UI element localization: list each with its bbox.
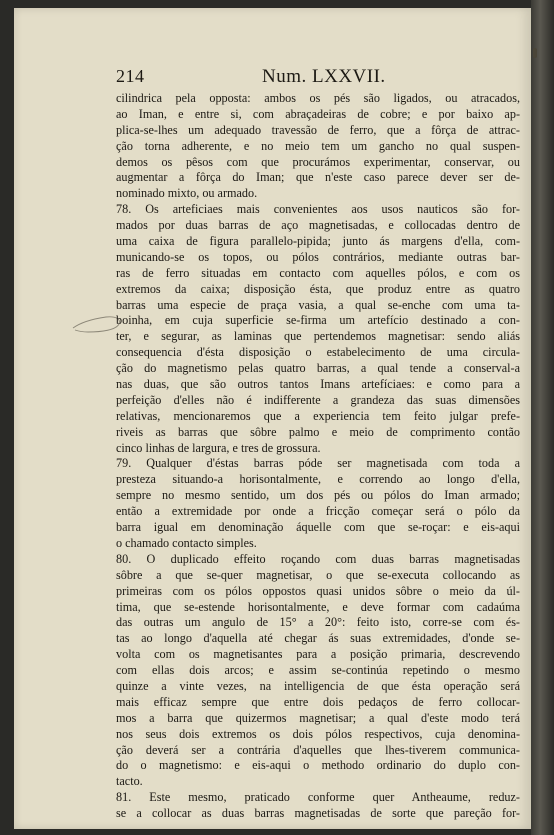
text-line: boinha, em cuja superficie se-firma um artefício destinado a con- bbox=[116, 313, 520, 328]
text-line: se a collocar as duas barras magnetisadas de sorte que pareção for- bbox=[116, 806, 520, 821]
text-line: nominado mixto, ou armado. bbox=[116, 186, 258, 201]
text-line: o chamado contacto simples. bbox=[116, 535, 257, 550]
paragraph-81-start: 81. Este mesmo, praticado conforme quer Antheaume, reduz- bbox=[116, 790, 520, 805]
text-line: sempre no mesmo sentido, um dos pés ou pólos do Iman armado; bbox=[116, 488, 520, 503]
text-line: então a extremidade por onde a fricção começar será o pólo da bbox=[116, 504, 520, 519]
text-line: nas duas, que são outros tantos Imans artefíciaes: e como para a bbox=[116, 377, 520, 392]
text-line: nos seus dois extremos os dois pólos respectivos, cuja denomina- bbox=[116, 726, 520, 741]
text-line: do o magnetismo: e eis-aqui o methodo ordinario do duplo con- bbox=[116, 758, 520, 773]
pencil-annotation-mark bbox=[72, 312, 122, 338]
text-line: primeiras com os pólos oppostos quasi unidos sôbre o meio da úl- bbox=[116, 583, 520, 598]
text-line: ras de ferro situadas em contacto com aquelles pólos, e com os bbox=[116, 265, 520, 280]
text-line: cilindrica pela opposta: ambos os pés são ligados, ou atracados, bbox=[116, 91, 520, 105]
paragraph-78-start: 78. Os arteficiaes mais convenientes aos usos nauticos são for- bbox=[116, 202, 520, 217]
text-line: presteza situando-a horisontalmente, e correndo ao longo d'ella, bbox=[116, 472, 520, 487]
running-title: Num. LXXVII. bbox=[262, 66, 386, 87]
text-line: tima, que se-estende horisontalmente, e deve formar com cadaúma bbox=[116, 599, 520, 614]
text-line: mados por duas barras de aço magnetisadas, e collocadas dentro de bbox=[116, 218, 520, 233]
text-line: volta com os magnetisantes para a posição primaria, descrevendo bbox=[116, 647, 520, 662]
text-line: ção torna adherente, e no meio tem um gancho no qual suspen- bbox=[116, 138, 520, 153]
text-line: mais efficaz sempre que entre dois pedaços de ferro collocar- bbox=[116, 694, 520, 709]
page-header bbox=[116, 66, 520, 90]
text-line: sôbre a que se-quer magnetisar, o que se-executa collocando as bbox=[116, 567, 520, 582]
text-line: mos a barra que quizermos magnetisar; a qual d'este modo terá bbox=[116, 710, 520, 725]
text-line: perfeição d'elles não é indifferente a grandeza das suas dimensões bbox=[116, 392, 520, 407]
text-line: uma caixa de figura parallelo-pipida; junto ás margens d'ella, com- bbox=[116, 234, 520, 249]
page-number: 214 bbox=[116, 66, 145, 86]
text-line: barra igual em denominação áquelle com que se-roçar: e eis-aqui bbox=[116, 520, 520, 535]
text-line: ter, e segurar, as laminas que pertendemos magnetisar: sendo aliás bbox=[116, 329, 520, 344]
text-line: municando-se os topos, ou pólos contrários, mediante outras bar- bbox=[116, 249, 520, 264]
text-line: ao Iman, e entre si, com abraçadeiras de cobre; e por baixo ap- bbox=[116, 106, 520, 121]
text-line: ção do magnetismo pelas quatro barras, a qual tende a conserval-a bbox=[116, 361, 520, 376]
text-line: das outras um angulo de 15° a 20°: feito isto, corre-se com és- bbox=[116, 615, 520, 630]
text-line: consequencia d'ésta disposição o estabelecimento de uma circula- bbox=[116, 345, 520, 360]
text-line: barras uma especie de praça vasia, a qual se-enche com uma ta- bbox=[116, 297, 520, 312]
text-line: quinze a vinte vezes, na intelligencia de que ésta operação será bbox=[116, 678, 520, 693]
text-line: tas ao longo d'aquella até chegar ás suas extremidades, d'onde se- bbox=[116, 631, 520, 646]
text-line: extremos da caixa; disposição ésta, que produz entre as quatro bbox=[116, 281, 520, 296]
paragraph-80-start: 80. O duplicado effeito roçando com duas barras magnetisadas bbox=[116, 551, 520, 566]
text-line: augmentar a fôrça do Iman; que n'este caso parece dever ser de- bbox=[116, 170, 520, 185]
text-line: relativas, mencionaremos que a experiencia tem feito julgar prefe- bbox=[116, 408, 520, 423]
book-edge bbox=[531, 0, 554, 835]
margin-mark bbox=[533, 48, 537, 58]
text-line: riveis as barras que sôbre palmo e meio de comprimento contão bbox=[116, 424, 520, 439]
text-line: com ellas dois arcos; e assim se-continúa repetindo o mesmo bbox=[116, 663, 520, 678]
text-line: plica-se-lhes um adequado travessão de ferro, que a fôrça de attrac- bbox=[116, 122, 520, 137]
text-line: tacto. bbox=[116, 774, 143, 789]
text-line: ção deverá ser a contrária d'aquelles que lhes-tiverem communica- bbox=[116, 742, 520, 757]
text-line: demos os pêsos com que procurámos experimentar, conservar, ou bbox=[116, 154, 520, 169]
paragraph-79-start: 79. Qualquer d'éstas barras póde ser magnetisada com toda a bbox=[116, 456, 520, 471]
body-text bbox=[116, 91, 520, 822]
text-line: cinco linhas de largura, e tres de grossura. bbox=[116, 440, 321, 455]
